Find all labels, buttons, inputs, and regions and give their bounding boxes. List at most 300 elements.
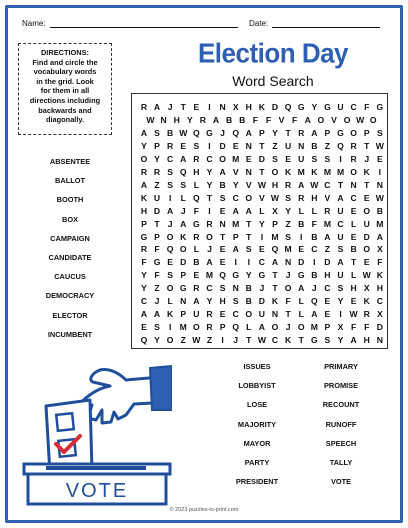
grid-letter[interactable]: R bbox=[193, 231, 200, 242]
date-field[interactable] bbox=[249, 19, 380, 28]
grid-letter[interactable]: Z bbox=[324, 244, 331, 255]
grid-letter[interactable]: Y bbox=[206, 166, 213, 177]
grid-letter[interactable]: A bbox=[324, 231, 331, 242]
grid-letter[interactable]: L bbox=[298, 205, 304, 216]
grid-letter[interactable]: T bbox=[285, 127, 291, 138]
grid-letter[interactable]: J bbox=[233, 335, 239, 346]
grid-letter[interactable]: R bbox=[350, 140, 357, 151]
grid-letter[interactable]: N bbox=[284, 257, 292, 268]
grid-letter[interactable]: G bbox=[297, 270, 305, 281]
grid-letter[interactable]: V bbox=[324, 192, 331, 203]
grid-letter[interactable]: U bbox=[337, 205, 344, 216]
grid-letter[interactable]: S bbox=[272, 153, 278, 164]
grid-letter[interactable]: T bbox=[364, 179, 370, 190]
grid-letter[interactable]: L bbox=[298, 309, 304, 320]
grid-letter[interactable]: O bbox=[363, 244, 371, 255]
grid-letter[interactable]: C bbox=[258, 257, 265, 268]
grid-letter[interactable]: Z bbox=[272, 140, 278, 151]
grid-letter[interactable]: E bbox=[350, 296, 357, 307]
grid-letter[interactable]: A bbox=[140, 127, 148, 138]
grid-letter[interactable]: R bbox=[193, 153, 200, 164]
grid-letter[interactable]: U bbox=[258, 309, 265, 320]
grid-letter[interactable]: J bbox=[207, 244, 212, 255]
grid-letter[interactable]: K bbox=[258, 102, 265, 112]
grid-letter[interactable]: K bbox=[180, 231, 187, 242]
grid-letter[interactable]: M bbox=[232, 218, 240, 229]
grid-letter[interactable]: I bbox=[234, 257, 237, 268]
grid-letter[interactable]: O bbox=[284, 283, 292, 294]
grid-letter[interactable]: T bbox=[272, 283, 278, 294]
grid-letter[interactable]: S bbox=[337, 244, 344, 255]
grid-letter[interactable]: C bbox=[206, 153, 213, 164]
grid-letter[interactable]: E bbox=[324, 309, 331, 320]
grid-letter[interactable]: C bbox=[337, 218, 344, 229]
grid-letter[interactable]: W bbox=[356, 114, 365, 125]
grid-letter[interactable]: Y bbox=[285, 205, 291, 216]
grid-letter[interactable]: Y bbox=[272, 127, 278, 138]
grid-letter[interactable]: W bbox=[349, 309, 358, 320]
grid-letter[interactable]: N bbox=[232, 283, 239, 294]
grid-letter[interactable]: R bbox=[298, 192, 305, 203]
grid-letter[interactable]: S bbox=[324, 153, 331, 164]
grid-letter[interactable]: L bbox=[350, 270, 357, 281]
grid-letter[interactable]: S bbox=[219, 283, 226, 294]
grid-letter[interactable]: U bbox=[298, 153, 305, 164]
grid-letter[interactable]: K bbox=[376, 270, 383, 281]
grid-letter[interactable]: R bbox=[140, 244, 148, 255]
grid-letter[interactable]: W bbox=[375, 140, 384, 151]
grid-letter[interactable]: H bbox=[376, 283, 383, 294]
grid-letter[interactable]: X bbox=[376, 244, 383, 255]
grid-letter[interactable]: Q bbox=[140, 335, 148, 346]
grid-letter[interactable]: R bbox=[206, 218, 213, 229]
grid-letter[interactable]: M bbox=[310, 322, 318, 333]
grid-letter[interactable]: Q bbox=[284, 102, 292, 112]
grid-letter[interactable]: Q bbox=[310, 296, 318, 307]
grid-letter[interactable]: O bbox=[297, 322, 305, 333]
grid-letter[interactable]: F bbox=[285, 296, 291, 307]
grid-letter[interactable]: S bbox=[154, 127, 160, 138]
grid-letter[interactable]: O bbox=[350, 127, 357, 138]
grid-letter[interactable]: A bbox=[304, 114, 311, 125]
grid-letter[interactable]: K bbox=[363, 166, 370, 177]
grid-letter[interactable]: O bbox=[317, 114, 325, 125]
grid-letter[interactable]: U bbox=[337, 102, 344, 112]
grid-letter[interactable]: T bbox=[272, 270, 278, 281]
grid-letter[interactable]: G bbox=[193, 218, 200, 229]
grid-letter[interactable]: B bbox=[219, 179, 226, 190]
grid-letter[interactable]: E bbox=[363, 257, 370, 268]
grid-letter[interactable]: M bbox=[376, 218, 384, 229]
grid-letter[interactable]: Y bbox=[337, 296, 344, 307]
grid-letter[interactable]: A bbox=[153, 102, 161, 112]
grid-letter[interactable]: N bbox=[219, 218, 226, 229]
grid-letter[interactable]: T bbox=[298, 335, 304, 346]
grid-letter[interactable]: O bbox=[369, 114, 377, 125]
grid-letter[interactable]: R bbox=[350, 153, 357, 164]
grid-letter[interactable]: W bbox=[375, 192, 384, 203]
grid-letter[interactable]: O bbox=[271, 322, 279, 333]
grid-letter[interactable]: S bbox=[245, 244, 252, 255]
grid-letter[interactable]: G bbox=[324, 102, 331, 112]
grid-letter[interactable]: N bbox=[245, 140, 252, 151]
grid-letter[interactable]: G bbox=[140, 231, 148, 242]
grid-letter[interactable]: P bbox=[324, 322, 331, 333]
grid-letter[interactable]: N bbox=[376, 335, 383, 346]
grid-letter[interactable]: P bbox=[259, 127, 265, 138]
grid-letter[interactable]: W bbox=[146, 114, 155, 125]
grid-letter[interactable]: T bbox=[154, 218, 160, 229]
grid-letter[interactable]: G bbox=[179, 283, 187, 294]
grid-letter[interactable]: D bbox=[363, 231, 370, 242]
grid-letter[interactable]: Z bbox=[285, 218, 291, 229]
grid-letter[interactable]: M bbox=[205, 270, 214, 281]
grid-letter[interactable]: T bbox=[246, 218, 252, 229]
grid-letter[interactable]: F bbox=[141, 257, 147, 268]
grid-letter[interactable]: E bbox=[298, 244, 305, 255]
grid-letter[interactable]: H bbox=[271, 179, 279, 190]
grid-letter[interactable]: N bbox=[219, 102, 226, 112]
grid-letter[interactable]: K bbox=[363, 296, 370, 307]
grid-letter[interactable]: Z bbox=[154, 179, 160, 190]
grid-letter[interactable]: Q bbox=[193, 192, 200, 203]
grid-letter[interactable]: S bbox=[167, 270, 174, 281]
grid-letter[interactable]: E bbox=[219, 244, 226, 255]
grid-letter[interactable]: J bbox=[285, 322, 291, 333]
grid-letter[interactable]: S bbox=[180, 179, 187, 190]
grid-letter[interactable]: Y bbox=[232, 179, 239, 190]
grid-letter[interactable]: E bbox=[376, 153, 383, 164]
grid-letter[interactable]: Q bbox=[337, 140, 344, 151]
grid-letter[interactable]: G bbox=[258, 270, 266, 281]
grid-letter[interactable]: B bbox=[350, 244, 357, 255]
grid-letter[interactable]: R bbox=[153, 166, 161, 177]
grid-letter[interactable]: P bbox=[363, 127, 370, 138]
grid-letter[interactable]: O bbox=[193, 322, 200, 333]
grid-letter[interactable]: N bbox=[376, 179, 383, 190]
grid-letter[interactable]: V bbox=[245, 179, 252, 190]
grid-letter[interactable]: A bbox=[258, 322, 265, 333]
grid-letter[interactable]: Q bbox=[166, 244, 174, 255]
grid-letter[interactable]: H bbox=[363, 335, 370, 346]
grid-letter[interactable]: J bbox=[311, 283, 317, 294]
grid-letter[interactable]: K bbox=[284, 166, 292, 177]
grid-letter[interactable]: E bbox=[193, 102, 200, 112]
grid-letter[interactable]: A bbox=[232, 244, 239, 255]
grid-letter[interactable]: H bbox=[311, 192, 318, 203]
grid-letter[interactable]: J bbox=[180, 205, 186, 216]
grid-letter[interactable]: Y bbox=[259, 218, 265, 229]
grid-letter[interactable]: O bbox=[245, 192, 253, 203]
grid-letter[interactable]: M bbox=[284, 244, 292, 255]
grid-letter[interactable]: G bbox=[337, 127, 344, 138]
grid-letter[interactable]: X bbox=[272, 205, 278, 216]
grid-letter[interactable]: J bbox=[154, 296, 160, 307]
grid-letter[interactable]: F bbox=[252, 114, 258, 125]
grid-letter[interactable]: A bbox=[219, 166, 226, 177]
grid-letter[interactable]: X bbox=[232, 102, 239, 112]
grid-letter[interactable]: E bbox=[285, 153, 291, 164]
grid-letter[interactable]: A bbox=[206, 257, 213, 268]
grid-letter[interactable]: S bbox=[285, 192, 291, 203]
grid-letter[interactable]: R bbox=[193, 283, 200, 294]
grid-letter[interactable]: C bbox=[311, 244, 318, 255]
grid-letter[interactable]: A bbox=[350, 335, 357, 346]
grid-letter[interactable]: A bbox=[180, 218, 187, 229]
grid-letter[interactable]: D bbox=[153, 205, 161, 216]
grid-letter[interactable]: P bbox=[232, 231, 239, 242]
grid-letter[interactable]: P bbox=[154, 231, 160, 242]
grid-letter[interactable]: F bbox=[154, 244, 160, 255]
grid-letter[interactable]: O bbox=[206, 231, 213, 242]
grid-letter[interactable]: W bbox=[192, 335, 201, 346]
grid-letter[interactable]: J bbox=[285, 270, 291, 281]
grid-letter[interactable]: S bbox=[219, 192, 226, 203]
grid-letter[interactable]: O bbox=[140, 153, 148, 164]
grid-letter[interactable]: C bbox=[376, 296, 383, 307]
grid-letter[interactable]: O bbox=[166, 335, 174, 346]
grid-letter[interactable]: T bbox=[259, 140, 265, 151]
grid-letter[interactable]: D bbox=[298, 257, 305, 268]
grid-letter[interactable]: X bbox=[376, 309, 383, 320]
grid-letter[interactable]: U bbox=[193, 309, 200, 320]
grid-letter[interactable]: O bbox=[271, 166, 279, 177]
grid-letter[interactable]: E bbox=[180, 140, 187, 151]
grid-letter[interactable]: E bbox=[141, 322, 147, 333]
grid-letter[interactable]: Y bbox=[154, 335, 160, 346]
grid-letter[interactable]: E bbox=[232, 140, 239, 151]
grid-letter[interactable]: S bbox=[154, 322, 160, 333]
grid-letter[interactable]: E bbox=[219, 205, 226, 216]
grid-letter[interactable]: F bbox=[265, 114, 272, 125]
grid-letter[interactable]: E bbox=[193, 270, 200, 281]
grid-letter[interactable]: I bbox=[378, 166, 382, 177]
grid-letter[interactable]: A bbox=[232, 205, 239, 216]
grid-letter[interactable]: A bbox=[311, 127, 318, 138]
grid-letter[interactable]: M bbox=[179, 322, 187, 333]
grid-letter[interactable]: P bbox=[219, 322, 226, 333]
grid-letter[interactable]: D bbox=[271, 102, 279, 112]
grid-letter[interactable]: G bbox=[232, 270, 240, 281]
grid-letter[interactable]: A bbox=[298, 179, 305, 190]
grid-letter[interactable]: B bbox=[193, 257, 200, 268]
grid-letter[interactable]: X bbox=[363, 283, 370, 294]
grid-letter[interactable]: W bbox=[179, 127, 188, 138]
grid-letter[interactable]: U bbox=[363, 218, 370, 229]
grid-letter[interactable]: E bbox=[167, 257, 174, 268]
grid-letter[interactable]: S bbox=[167, 179, 174, 190]
letter-grid[interactable] bbox=[131, 93, 388, 349]
grid-letter[interactable]: A bbox=[167, 205, 174, 216]
grid-letter[interactable]: U bbox=[153, 192, 161, 203]
grid-letter[interactable]: Z bbox=[206, 335, 213, 346]
grid-letter[interactable]: I bbox=[208, 102, 211, 112]
grid-letter[interactable]: F bbox=[292, 114, 298, 125]
grid-letter[interactable]: Q bbox=[179, 166, 187, 177]
grid-letter[interactable]: H bbox=[193, 166, 200, 177]
grid-letter[interactable]: Y bbox=[206, 179, 213, 190]
grid-letter[interactable]: I bbox=[208, 140, 211, 151]
grid-letter[interactable]: B bbox=[245, 283, 252, 294]
grid-letter[interactable]: M bbox=[297, 166, 305, 177]
grid-letter[interactable]: Z bbox=[154, 283, 160, 294]
grid-letter[interactable]: T bbox=[364, 140, 370, 151]
grid-letter[interactable]: H bbox=[350, 283, 357, 294]
grid-letter[interactable]: U bbox=[337, 231, 344, 242]
name-field[interactable] bbox=[22, 19, 238, 28]
grid-letter[interactable]: P bbox=[141, 218, 147, 229]
grid-letter[interactable]: V bbox=[232, 166, 239, 177]
grid-letter[interactable]: G bbox=[310, 335, 318, 346]
grid-letter[interactable]: F bbox=[350, 322, 357, 333]
grid-letter[interactable]: I bbox=[208, 205, 211, 216]
grid-letter[interactable]: S bbox=[167, 166, 174, 177]
grid-letter[interactable]: O bbox=[343, 114, 351, 125]
grid-letter[interactable]: I bbox=[247, 257, 250, 268]
grid-letter[interactable]: C bbox=[232, 192, 239, 203]
grid-letter[interactable]: B bbox=[226, 114, 233, 125]
grid-letter[interactable]: C bbox=[324, 179, 331, 190]
grid-letter[interactable]: A bbox=[180, 153, 187, 164]
grid-letter[interactable]: I bbox=[221, 335, 224, 346]
grid-letter[interactable]: D bbox=[376, 322, 383, 333]
grid-letter[interactable]: A bbox=[153, 309, 161, 320]
grid-letter[interactable]: T bbox=[206, 192, 213, 203]
grid-letter[interactable]: H bbox=[140, 205, 148, 216]
grid-letter[interactable]: C bbox=[232, 309, 239, 320]
grid-letter[interactable]: W bbox=[310, 179, 319, 190]
grid-letter[interactable]: A bbox=[298, 283, 305, 294]
grid-letter[interactable]: P bbox=[180, 309, 187, 320]
grid-letter[interactable]: L bbox=[180, 192, 186, 203]
grid-letter[interactable]: D bbox=[180, 257, 187, 268]
grid-letter[interactable]: C bbox=[324, 283, 331, 294]
grid-letter[interactable]: S bbox=[232, 296, 239, 307]
grid-letter[interactable]: S bbox=[337, 283, 344, 294]
grid-letter[interactable]: N bbox=[350, 179, 357, 190]
grid-letter[interactable]: Y bbox=[186, 114, 193, 125]
grid-letter[interactable]: K bbox=[271, 296, 279, 307]
grid-letter[interactable]: I bbox=[339, 309, 342, 320]
grid-letter[interactable]: A bbox=[212, 114, 220, 125]
grid-letter[interactable]: H bbox=[219, 296, 226, 307]
grid-letter[interactable]: A bbox=[193, 296, 200, 307]
grid-letter[interactable]: P bbox=[324, 127, 331, 138]
grid-letter[interactable]: T bbox=[259, 166, 265, 177]
grid-letter[interactable]: Y bbox=[154, 153, 160, 164]
grid-letter[interactable]: T bbox=[246, 231, 252, 242]
grid-letter[interactable]: O bbox=[363, 205, 371, 216]
grid-letter[interactable]: D bbox=[324, 257, 331, 268]
grid-letter[interactable]: B bbox=[311, 231, 318, 242]
grid-letter[interactable]: S bbox=[311, 153, 318, 164]
grid-letter[interactable]: M bbox=[232, 153, 240, 164]
grid-letter[interactable]: T bbox=[219, 231, 226, 242]
grid-letter[interactable]: R bbox=[206, 309, 213, 320]
grid-letter[interactable]: U bbox=[337, 270, 344, 281]
grid-letter[interactable]: C bbox=[140, 296, 148, 307]
grid-letter[interactable]: B bbox=[376, 205, 383, 216]
grid-letter[interactable]: V bbox=[278, 114, 285, 125]
grid-letter[interactable]: W bbox=[257, 179, 266, 190]
grid-letter[interactable]: E bbox=[219, 309, 226, 320]
grid-letter[interactable]: C bbox=[350, 102, 357, 112]
grid-letter[interactable]: J bbox=[220, 127, 225, 138]
grid-letter[interactable]: H bbox=[324, 270, 331, 281]
grid-letter[interactable]: R bbox=[284, 179, 292, 190]
grid-letter[interactable]: E bbox=[259, 244, 265, 255]
grid-letter[interactable]: I bbox=[168, 322, 172, 333]
grid-letter[interactable]: P bbox=[154, 140, 160, 151]
grid-letter[interactable]: W bbox=[362, 270, 371, 281]
grid-letter[interactable]: H bbox=[245, 102, 252, 112]
grid-letter[interactable]: Y bbox=[141, 270, 147, 281]
grid-letter[interactable]: A bbox=[245, 127, 252, 138]
grid-letter[interactable]: B bbox=[239, 114, 246, 125]
grid-letter[interactable]: Y bbox=[311, 102, 318, 112]
grid-letter[interactable]: R bbox=[167, 140, 174, 151]
grid-letter[interactable]: O bbox=[219, 153, 226, 164]
grid-letter[interactable]: E bbox=[350, 205, 357, 216]
grid-letter[interactable]: L bbox=[193, 244, 199, 255]
grid-letter[interactable]: A bbox=[337, 192, 344, 203]
grid-letter[interactable]: S bbox=[376, 127, 383, 138]
grid-letter[interactable]: K bbox=[140, 192, 148, 203]
grid-letter[interactable]: W bbox=[270, 192, 280, 203]
grid-letter[interactable]: M bbox=[323, 166, 331, 177]
grid-letter[interactable]: M bbox=[323, 218, 331, 229]
grid-letter[interactable]: G bbox=[376, 102, 384, 112]
grid-letter[interactable]: R bbox=[324, 205, 331, 216]
grid-letter[interactable]: N bbox=[298, 140, 305, 151]
grid-letter[interactable]: F bbox=[311, 218, 317, 229]
grid-letter[interactable]: A bbox=[140, 179, 148, 190]
grid-letter[interactable]: Y bbox=[206, 296, 213, 307]
grid-letter[interactable]: A bbox=[376, 231, 383, 242]
grid-letter[interactable]: N bbox=[180, 296, 187, 307]
grid-letter[interactable]: N bbox=[271, 309, 279, 320]
grid-letter[interactable]: B bbox=[167, 127, 174, 138]
grid-letter[interactable]: N bbox=[245, 166, 252, 177]
grid-letter[interactable]: A bbox=[271, 257, 279, 268]
grid-letter[interactable]: I bbox=[168, 192, 172, 203]
grid-letter[interactable]: B bbox=[311, 140, 318, 151]
grid-letter[interactable]: V bbox=[331, 114, 337, 125]
grid-letter[interactable]: S bbox=[285, 231, 291, 242]
grid-letter[interactable]: G bbox=[153, 257, 161, 268]
grid-letter[interactable]: Y bbox=[141, 283, 147, 294]
grid-letter[interactable]: R bbox=[363, 309, 370, 320]
grid-letter[interactable]: P bbox=[272, 218, 278, 229]
grid-letter[interactable]: Z bbox=[324, 140, 331, 151]
grid-letter[interactable]: T bbox=[337, 179, 344, 190]
grid-letter[interactable]: C bbox=[167, 153, 174, 164]
grid-letter[interactable]: B bbox=[311, 270, 318, 281]
grid-letter[interactable]: V bbox=[259, 192, 265, 203]
grid-letter[interactable]: R bbox=[206, 322, 213, 333]
grid-letter[interactable]: B bbox=[298, 218, 305, 229]
grid-letter[interactable]: E bbox=[219, 257, 226, 268]
grid-letter[interactable]: J bbox=[259, 283, 265, 294]
grid-letter[interactable]: L bbox=[246, 322, 252, 333]
grid-letter[interactable]: R bbox=[140, 102, 148, 112]
grid-letter[interactable]: E bbox=[324, 296, 331, 307]
grid-letter[interactable]: R bbox=[298, 127, 305, 138]
grid-letter[interactable]: Y bbox=[141, 140, 147, 151]
grid-letter[interactable]: T bbox=[180, 102, 186, 112]
grid-letter[interactable]: N bbox=[160, 114, 167, 125]
grid-letter[interactable]: A bbox=[245, 205, 252, 216]
